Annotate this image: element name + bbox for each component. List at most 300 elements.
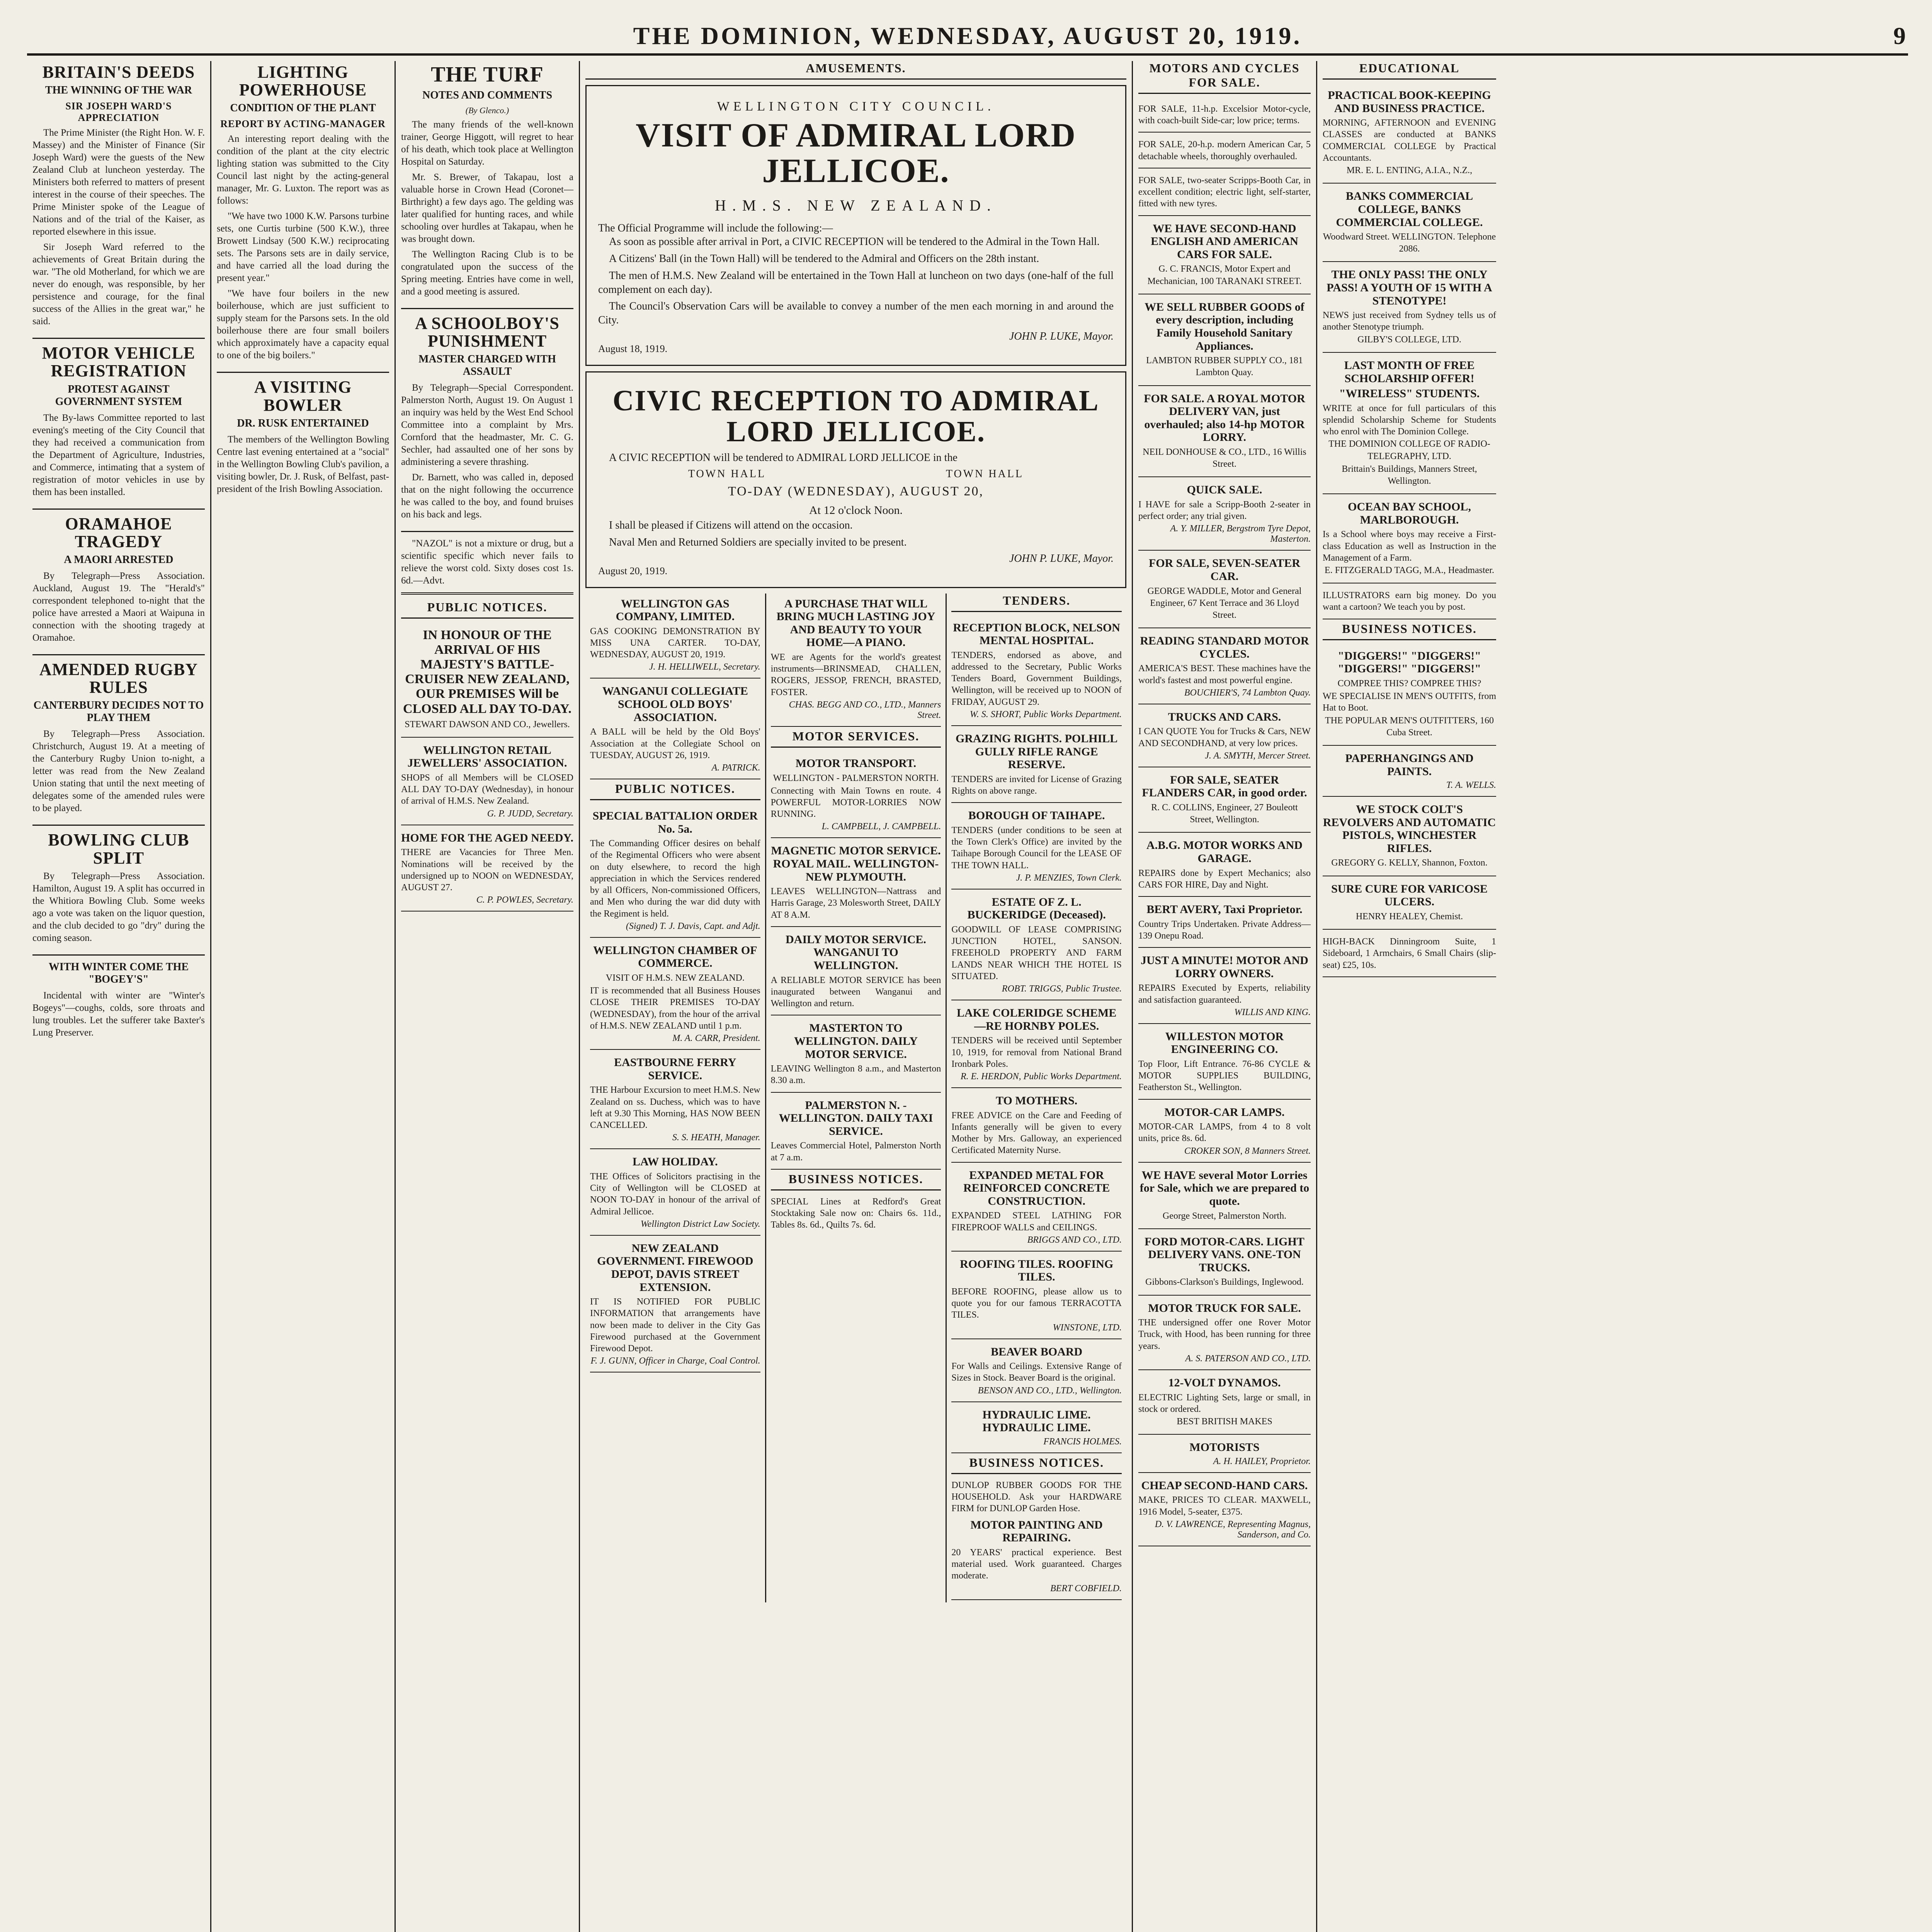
article-paragraph: Mr. S. Brewer, of Takapau, lost a valuable horse in Crown Head (Coronet—Birthright) a few days ago. The gelding was later qualified for hunting races, and while schooling over hurdles at Takapau, when he was brought down. (401, 172, 573, 244)
article-paragraph: Sir Joseph Ward referred to the achievements of Great Britain during the war. "The old Motherland, for which we are never do enough, was responsible, by her persistence and courage, for the final success of the Allies in the great war," he said. (32, 242, 205, 327)
ad-signature: BENSON AND CO., LTD., Wellington. (978, 1385, 1122, 1396)
ad-text: EXPANDED STEEL LATHING FOR FIREPROOF WALLS and CEILINGS. (951, 1211, 1122, 1233)
council-name: WELLINGTON CITY COUNCIL. (717, 99, 995, 114)
ad-text: Top Floor, Lift Entrance. 76-86 CYCLE & MOTOR SUPPLIES BUILDING, Featherston St., Wellington. (1138, 1059, 1311, 1093)
civic-date: August 20, 1919. (598, 565, 668, 577)
daily-ad (771, 929, 941, 1015)
ad-signature: CROKER SON, 8 Manners Street. (1184, 1146, 1311, 1156)
ship-name: H.M.S. NEW ZEALAND. (715, 196, 997, 214)
town-hall-left: TOWN HALL (688, 468, 766, 480)
ad-title: IN HONOUR OF THE ARRIVAL OF HIS MAJESTY'S BATTLE-CRUISER NEW ZEALAND, OUR PREMISES Will be CLOSED ALL DAY TO-DAY. (403, 628, 571, 716)
ad-title: WE HAVE SECOND-HAND ENGLISH AND AMERICAN CARS FOR SALE. (1151, 222, 1298, 261)
ad-signature: M. A. CARR, President. (672, 1033, 760, 1044)
masterton-ad (771, 1018, 941, 1092)
town-hall-right: TOWN HALL (946, 468, 1024, 480)
ad-text: TENDERS will be received until September 10, 1919, for removal from National Brand Ironbark Poles. (951, 1036, 1122, 1069)
ad-title: LAW HOLIDAY. (633, 1155, 718, 1168)
column-educational (1317, 61, 1502, 1932)
ad-subtitle: WELLINGTON - PALMERSTON NORTH. (773, 773, 939, 783)
ad-title: NEW ZEALAND GOVERNMENT. FIREWOOD DEPOT, DAVIS STREET EXTENSION. (597, 1242, 753, 1294)
ford-ad (1138, 1231, 1311, 1296)
avery-ad (1138, 899, 1311, 948)
ad-signature: A. S. PATERSON AND CO., LTD. (1185, 1353, 1311, 1364)
ad-text: BEFORE ROOFING, please allow us to quote you for our famous TERRACOTTA TILES. (951, 1286, 1122, 1320)
article-subheadline: PROTEST AGAINST GOVERNMENT SYSTEM (55, 383, 182, 408)
ad-title: A PURCHASE THAT WILL BRING MUCH LASTING JOY AND BEAUTY TO YOUR HOME—A PIANO. (776, 597, 935, 649)
ad-signature: GILBY'S COLLEGE, LTD. (1357, 334, 1461, 345)
ad-title: MAGNETIC MOTOR SERVICE. ROYAL MAIL. WELLINGTON-NEW PLYMOUTH. (771, 844, 941, 883)
programme-date: August 18, 1919. (598, 343, 668, 355)
bookkeeping-ad (1323, 85, 1496, 184)
article-headline: AMENDED RUGBY RULES (39, 660, 198, 697)
scholarship-ad (1323, 355, 1496, 494)
dunlop-text: DUNLOP RUBBER GOODS FOR THE HOUSEHOLD. Ask your HARDWARE FIRM for DUNLOP Garden Hose. (951, 1480, 1122, 1514)
chamber-ad (590, 940, 760, 1050)
ad-text: A BALL will be held by the Old Boys' Association at the Collegiate School on TUESDAY, AUGUST 26, 1919. (590, 727, 760, 760)
programme-intro: The Official Programme will include the following:— (598, 222, 833, 234)
article-kicker: SIR JOSEPH WARD'S APPRECIATION (65, 100, 172, 124)
ad-text: WE are Agents for the world's greatest instruments—BRINSMEAD, CHALLEN, ROGERS, JESSOP, FRENCH, BRASTED, FOSTER. (770, 652, 941, 697)
ad-title: WANGANUI COLLEGIATE SCHOOL OLD BOYS' ASSOCIATION. (602, 685, 748, 724)
educational-heading: EDUCATIONAL (1323, 61, 1496, 80)
ad-title: BANKS COMMERCIAL COLLEGE, BANKS COMMERCIAL COLLEGE. (1336, 190, 1483, 229)
expanded-ad (951, 1165, 1122, 1252)
ad-title: LAST MONTH OF FREE SCHOLARSHIP OFFER! (1344, 359, 1475, 385)
ad-title: PALMERSTON N. - WELLINGTON. DAILY TAXI SERVICE. (779, 1099, 933, 1138)
ad-signature: S. S. HEATH, Manager. (672, 1133, 760, 1143)
ad-title: MOTOR PAINTING AND REPAIRING. (970, 1518, 1103, 1544)
ad-text: MORNING, AFTERNOON and EVENING CLASSES are conducted at BANKS COMMERCIAL COLLEGE by Practical Accountants. (1323, 118, 1496, 163)
business-notices-heading: BUSINESS NOTICES. (1323, 622, 1496, 640)
ad-text: THE undersigned offer one Rover Motor Truck, with Hood, has been running for three years. (1138, 1318, 1311, 1351)
ad-signature: NEIL DONHOUSE & CO., LTD., 16 Willis Street. (1143, 447, 1306, 469)
honour-notice (401, 624, 573, 738)
civic-note: I shall be pleased if Citizens will attend on the occasion. (609, 519, 853, 532)
minute-ad (1138, 950, 1311, 1024)
ad-title: QUICK SALE. (1187, 483, 1262, 497)
sale-ad (1138, 99, 1311, 133)
ad-title: WE SELL RUBBER GOODS of every description, including Family Household Sanitary Appliances. (1145, 300, 1304, 352)
ad-text: GAS COOKING DEMONSTRATION BY MISS UNA CARTER. TO-DAY, WEDNESDAY, AUGUST 20, 1919. (590, 626, 760, 660)
ad-signature: R. E. HERDON, Public Works Department. (960, 1071, 1122, 1082)
ad-text: THERE are Vacancies for Three Men. Nominations will be received by the undersigned up to NOON on WEDNESDAY, AUGUST 27. (401, 847, 573, 893)
ad-signature: R. C. COLLINS, Engineer, 27 Bouleott Street, Wellington. (1151, 803, 1298, 825)
subcolumn-left (585, 594, 766, 1602)
article-headline: WITH WINTER COME THE "BOGEY'S" (48, 961, 189, 985)
article-paragraph: Dr. Barnett, who was called in, deposed that on the night following the occurrence he was called to the boy, and found bruises on his back and legs. (401, 472, 573, 520)
ad-title: BEAVER BOARD (991, 1345, 1083, 1358)
publication-line: THE DOMINION, WEDNESDAY, AUGUST 20, 1919. (633, 22, 1302, 49)
ad-signature: GEORGE WADDLE, Motor and General Engineer, 67 Kent Terrace and 36 Lloyd Street. (1147, 586, 1302, 620)
ad-text: TENDERS, endorsed as above, and addressed to the Secretary, Public Works Tenders Board, Government Buildings, Wellington, will be received up to NOON of FRIDAY, AUGUST 29. (951, 650, 1122, 707)
ad-signature: D. V. LAWRENCE, Representing Magnus, Sanderson, and Co. (1155, 1519, 1311, 1540)
article-paragraph: By Telegraph—Press Association. Hamilton, August 19. A split has occurred in the Whitiora Bowling Club. Some weeks ago a vote was taken on the liquor question, and the club decided to go "dry" during the coming season. (32, 871, 205, 943)
banks-college-ad (1323, 186, 1496, 262)
britain-article (32, 63, 205, 328)
ad-title: MOTORISTS (1189, 1441, 1260, 1454)
ferry-ad (590, 1052, 760, 1149)
diggers-ad (1323, 646, 1496, 746)
ad-subtitle: "WIRELESS" STUDENTS. (1339, 387, 1480, 400)
masthead (27, 0, 1908, 56)
ad-title: FOR SALE. A ROYAL MOTOR DELIVERY VAN, just overhauled; also 14-hp MOTOR LORRY. (1144, 392, 1305, 444)
civic-date-line: TO-DAY (WEDNESDAY), AUGUST 20, (728, 484, 984, 499)
flanders-ad (1138, 770, 1311, 833)
ad-signature: J. P. MENZIES, Town Clerk. (1016, 872, 1122, 883)
article-subheadline: DR. RUSK ENTERTAINED (237, 417, 369, 429)
ad-text: NEWS just received from Sydney tells us of another Stenotype triumph. (1323, 310, 1496, 332)
ad-title: BOROUGH OF TAIHAPE. (968, 809, 1105, 822)
rugby-article (32, 661, 205, 815)
beaver-ad (951, 1342, 1122, 1402)
ad-title: HOME FOR THE AGED NEEDY. (401, 831, 573, 844)
business-text: SPECIAL Lines at Redford's Great Stocktaking Sale now on: Chairs 6s. 11d., Tables 8s. 6d., Quilts 7s. 6d. (770, 1196, 941, 1230)
wanganui-ad (590, 681, 760, 779)
lime-ad (951, 1405, 1122, 1453)
civic-reception-ad (585, 371, 1126, 588)
ad-text: FOR SALE, 20-h.p. modern American Car, 5 detachable wheels, thoroughly overhauled. (1138, 139, 1311, 162)
ad-text: I HAVE for sale a Scripp-Booth 2-seater in perfect order; any trial given. (1138, 499, 1311, 522)
article-paragraph: By Telegraph—Special Correspondent. Palmerston North, August 19. On August 1 an inquiry was held by the West End School Committee into a complaint by Mrs. Cornford that the headmaster, Mr. C. G. Sechler, had assaulted one of her sons by administering a severe thrashing. (401, 383, 573, 468)
column-1 (27, 61, 211, 1932)
ad-title: MOTOR TRANSPORT. (795, 757, 917, 770)
article-headline: MOTOR VEHICLE REGISTRATION (42, 344, 196, 381)
law-ad (590, 1151, 760, 1236)
ad-title: FOR SALE, SEATER FLANDERS CAR, in good order. (1142, 773, 1307, 799)
ad-title: THE ONLY PASS! THE ONLY PASS! A YOUTH OF 15 WITH A STENOTYPE! (1327, 268, 1492, 307)
colt-ad (1323, 799, 1496, 876)
ad-title: 12-VOLT DYNAMOS. (1168, 1376, 1281, 1389)
article-subheadline: CONDITION OF THE PLANT (230, 102, 376, 114)
programme-item: A Citizens' Ball (in the Town Hall) will be tendered to the Admiral and Officers on the 28th instant. (609, 252, 1039, 265)
ad-title: WILLESTON MOTOR ENGINEERING CO. (1165, 1030, 1284, 1056)
ad-signature: G. P. JUDD, Secretary. (487, 808, 573, 819)
ad-text: WE SPECIALISE IN MEN'S OUTFITS, from Hat to Boot. (1323, 691, 1496, 713)
jellicoe-visit-ad (585, 85, 1126, 366)
ad-title: BERT AVERY, Taxi Proprietor. (1146, 903, 1303, 916)
taxi-ad (771, 1095, 941, 1170)
roofing-ad (951, 1254, 1122, 1339)
ad-signature: Woodward Street. WELLINGTON. Telephone 2086. (1323, 232, 1496, 254)
article-headline: LIGHTING POWERHOUSE (239, 63, 367, 100)
business-notices-heading: BUSINESS NOTICES. (951, 1456, 1122, 1474)
ad-signature: J. A. SMYTH, Mercer Street. (1205, 750, 1311, 761)
article-paragraph: The Prime Minister (the Right Hon. W. F. Massey) and the Minister of Finance (Sir Joseph Ward) were the guests of the New Zealand Club at luncheon yesterday. The Ministers both referred to matters of present interest in the course of their speeches. The Prime Minister spoke of the League of Nations and of the trial of the Kaiser, as reported elsewhere in this issue. (32, 128, 205, 237)
civic-title: CIVIC RECEPTION TO ADMIRAL LORD JELLICOE. (612, 384, 1099, 448)
ad-text: AMERICA'S BEST. These machines have the world's fastest and most powerful engine. (1138, 663, 1311, 685)
jewellers-notice (401, 740, 573, 825)
ad-title: WELLINGTON RETAIL JEWELLERS' ASSOCIATION. (407, 743, 567, 770)
ad-text: IT is recommended that all Business Houses CLOSE THEIR PREMISES TO-DAY (WEDNESDAY), from the hour of the arrival of H.M.S. NEW ZEALAND until 1 p.m. (590, 986, 760, 1031)
article-paragraph: "We have four boilers in the new boilerhouse, which are just sufficient to supply steam for the Parsons sets. In the old boilerhouse there are four small boilers which approximately have a capacity equal to one of the big boilers." (217, 288, 389, 361)
ad-title: PAPERHANGINGS AND PAINTS. (1345, 752, 1474, 778)
programme-item: The men of H.M.S. New Zealand will be entertained in the Town Hall at luncheon on two days (one-half of the full complement on each day). (598, 269, 1114, 296)
ad-signature: E. FITZGERALD TAGG, M.A., Headmaster. (1325, 565, 1494, 576)
ad-title: HYDRAULIC LIME. HYDRAULIC LIME. (982, 1408, 1091, 1434)
ad-title: A.B.G. MOTOR WORKS AND GARAGE. (1146, 839, 1303, 865)
buckeridge-ad (951, 892, 1122, 1000)
ad-text: TENDERS (under conditions to be seen at the Town Clerk's Office) are invited by the Taihape Borough Council for the LEASE OF THE TOWN HALL. (951, 825, 1122, 871)
motor-registration-article (32, 344, 205, 498)
column-motors (1133, 61, 1317, 1932)
subcolumn-middle (766, 594, 947, 1602)
ad-title: WELLINGTON GAS COMPANY, LIMITED. (616, 597, 735, 623)
ad-title: ESTATE OF Z. L. BUCKERIDGE (Deceased). (967, 895, 1106, 922)
oramahoe-article (32, 515, 205, 644)
column-3 (396, 61, 580, 1932)
visit-title: VISIT OF ADMIRAL LORD JELLICOE. (636, 117, 1076, 190)
ad-signature: A. PATRICK. (711, 762, 760, 773)
article-paragraph: The By-laws Committee reported to last evening's meeting of the City Council that they had received a communication from the Department of Agriculture, Industries, and Commerce, intimating that a system of registration of motor vehicles in use by them has been installed. (32, 412, 205, 497)
ad-text: REPAIRS Executed by Experts, reliability and satisfaction guaranteed. (1138, 983, 1311, 1005)
article-kicker: REPORT BY ACTING-MANAGER (220, 118, 386, 130)
lake-ad (951, 1003, 1122, 1088)
programme-item: As soon as possible after arrival in Port, a CIVIC RECEPTION will be tendered to the Admiral in the Town Hall. (609, 236, 1100, 248)
ad-signature: A. H. HAILEY, Proprietor. (1213, 1456, 1311, 1466)
ad-text: GOODWILL OF LEASE COMPRISING JUNCTION HOTEL, SANSON. FREEHOLD PROPERTY AND FARM LANDS NEAR WHICH THE HOTEL IS SITUATED. (951, 924, 1122, 981)
mothers-ad (951, 1090, 1122, 1163)
civic-signature: JOHN P. LUKE, Mayor. (1009, 552, 1114, 565)
article-subheadline: CANTERBURY DECIDES NOT TO PLAY THEM (33, 699, 204, 724)
ad-title: CHEAP SECOND-HAND CARS. (1141, 1479, 1308, 1492)
ad-title: ROOFING TILES. ROOFING TILES. (960, 1257, 1114, 1284)
article-paragraph: The many friends of the well-known trainer, George Higgott, will regret to hear of his death, which took place at Wellington Hospital on Saturday. (401, 119, 573, 167)
ad-signature: Wellington District Law Society. (640, 1219, 760, 1229)
battalion-ad (590, 806, 760, 938)
article-paragraph: The members of the Wellington Bowling Centre last evening entertained at a "social" in the Wellington Bowling Club's pavilion, a visiting bowler, Dr. J. Rusk, of Belfast, past-president of the Irish Bowling Association. (217, 434, 389, 494)
trucks-ad (1138, 707, 1311, 767)
williston-ad (1138, 1026, 1311, 1100)
ad-signature: C. P. POWLES, Secretary. (476, 895, 573, 905)
article-paragraph: By Telegraph—Press Association. Christchurch, August 19. At a meeting of the Canterbury Rugby Union to-night, a letter was read from the New Zealand Union stating that until the next meeting of delegates some of the amended rules were to be played. (32, 729, 205, 814)
ad-text: THE Harbour Excursion to meet H.M.S. New Zealand on ss. Duchess, which was to have left at 9.30 This Morning, HAS NOW BEEN CANCELLED. (590, 1085, 760, 1130)
ad-title: GRAZING RIGHTS. POLHILL GULLY RIFLE RANGE RESERVE. (956, 732, 1118, 771)
ad-signature: THE POPULAR MEN'S OUTFITTERS, 160 Cuba Street. (1325, 715, 1494, 738)
sale-ad (1138, 171, 1311, 216)
ad-signature: MR. E. L. ENTING, A.I.A., N.Z., (1346, 165, 1473, 176)
illustrators-ad (1323, 586, 1496, 619)
ad-text: LEAVING Wellington 8 a.m., and Masterton 8.30 a.m. (770, 1064, 941, 1086)
article-headline: BOWLING CLUB SPLIT (48, 830, 189, 867)
ad-signature: HENRY HEALEY, Chemist. (1355, 911, 1463, 922)
seven-seater-ad (1138, 553, 1311, 628)
schoolboy-article (401, 315, 573, 521)
gas-ad (590, 594, 760, 679)
ad-signature: GREGORY G. KELLY, Shannon, Foxton. (1331, 858, 1488, 868)
ad-signature: (Signed) T. J. Davis, Capt. and Adjt. (626, 921, 760, 931)
grazing-ad (951, 728, 1122, 803)
ad-signature: Brittain's Buildings, Manners Street, Wellington. (1342, 464, 1477, 486)
sale-ad (1138, 135, 1311, 168)
ad-signature: W. S. SHORT, Public Works Department. (969, 709, 1122, 719)
ad-signature: L. CAMPBELL, J. CAMPBELL. (821, 821, 941, 832)
ad-title: MASTERTON TO WELLINGTON. DAILY MOTOR SERVICE. (794, 1022, 918, 1061)
piano-ad (771, 594, 941, 727)
ad-text: REPAIRS done by Expert Mechanics; also CARS FOR HIRE, Day and Night. (1138, 868, 1311, 890)
magnetic-ad (771, 840, 941, 927)
ad-signature: G. C. FRANCIS, Motor Expert and Mechanician, 100 TARANAKI STREET. (1147, 264, 1302, 286)
ad-signature: J. H. HELLIWELL, Secretary. (649, 662, 760, 672)
ad-text: 20 YEARS' practical experience. Best material used. Work guaranteed. Charges moderate. (951, 1547, 1122, 1581)
ad-signature: F. J. GUNN, Officer in Charge, Coal Control. (590, 1356, 760, 1366)
motor-services-heading: MOTOR SERVICES. (771, 729, 941, 748)
motorists-ad (1138, 1437, 1311, 1473)
article-paragraph: Incidental with winter are "Winter's Bogeys"—coughs, colds, sore throats and lung troubles. Let the sufferer take Baxter's Lung Preserver. (32, 990, 205, 1038)
ad-title: DAILY MOTOR SERVICE. WANGANUI TO WELLINGTON. (786, 933, 926, 972)
ad-signature: BRIGGS AND CO., LTD. (1027, 1235, 1122, 1245)
ad-title: WE STOCK COLT'S REVOLVERS AND AUTOMATIC PISTOLS, WINCHESTER RIFLES. (1323, 803, 1496, 855)
page-columns (27, 61, 1908, 1932)
winter-ad (32, 961, 205, 1039)
ad-title: RECEPTION BLOCK, NELSON MENTAL HOSPITAL. (953, 621, 1120, 647)
ad-title: READING STANDARD MOTOR CYCLES. (1140, 634, 1309, 660)
ad-subtitle: VISIT OF H.M.S. NEW ZEALAND. (605, 973, 745, 983)
dynamo-ad (1138, 1372, 1311, 1435)
ad-title: SPECIAL BATTALION ORDER No. 5a. (592, 809, 758, 835)
ad-title: SURE CURE FOR VARICOSE ULCERS. (1331, 882, 1488, 908)
ad-text: WRITE at once for full particulars of this splendid Scholarship Scheme for Students who enrol with The Dominion College. (1323, 403, 1496, 437)
ad-title: OCEAN BAY SCHOOL, MARLBOROUGH. (1348, 500, 1471, 526)
nazol-ad: "NAZOL" is not a mixture or drug, but a scientific specific which never fails to relieve the worst cold. Sixty doses cost 1s. 6d.—Advt. (401, 538, 573, 586)
ad-text: Is a School where boys may receive a First-class Education as well as Instruction in the Management of a Farm. (1323, 529, 1496, 563)
ad-text: MAKE, PRICES TO CLEAR. MAXWELL, 1916 Model, 5-seater, £375. (1138, 1495, 1311, 1517)
cheap-cars-ad (1138, 1475, 1311, 1546)
ad-text: ELECTRIC Lighting Sets, large or small, in stock or ordered. (1138, 1392, 1311, 1414)
article-subheadline: NOTES AND COMMENTS (422, 89, 553, 101)
ad-signature: FRANCIS HOLMES. (1043, 1436, 1122, 1447)
page-number: 9 (1893, 22, 1908, 49)
ad-title: EXPANDED METAL FOR REINFORCED CONCRETE CONSTRUCTION. (963, 1168, 1110, 1208)
ad-text: FOR SALE, 11-h.p. Excelsior Motor-cycle, with coach-built Side-car; low price; terms. (1138, 104, 1311, 126)
ad-text: The Commanding Officer desires on behalf of the Regimental Officers who were absent on duty elsewhere, to record the high appreciation in which the Services rendered by all Officers, Non-commissioned Officers, and Men who during the war did duty with the Regiment is held. (590, 838, 760, 919)
subcolumn-right (947, 594, 1126, 1602)
firewood-ad (590, 1238, 760, 1373)
stenotype-ad (1323, 264, 1496, 352)
programme-signature: JOHN P. LUKE, Mayor. (1009, 330, 1114, 343)
article-paragraph: "We have two 1000 K.W. Parsons turbine sets, one Curtis turbine (500 K.W.), three Browett Lindsay (500 K.W.) reciprocating sets. The Parsons sets are in daily service, and have carried all the load during the present year." (217, 211, 389, 284)
ad-text: A RELIABLE MOTOR SERVICE has been inaugurated between Wanganui and Wellington and return. (770, 975, 941, 1009)
public-notices-heading: PUBLIC NOTICES. (590, 782, 760, 800)
ad-text: ILLUSTRATORS earn big money. Do you want a cartoon? We teach you by post. (1323, 590, 1496, 612)
reading-ad (1138, 631, 1311, 704)
ad-text: THE Offices of Solicitors practising in the City of Wellington will be CLOSED at NOON TO-DAY in honour of the arrival of Admiral Jellicoe. (590, 1171, 760, 1217)
column-2 (211, 61, 396, 1932)
ad-title: FORD MOTOR-CARS. LIGHT DELIVERY VANS. ONE-TON TRUCKS. (1145, 1235, 1304, 1274)
amusements-subcolumns (585, 594, 1126, 1602)
public-notices-heading: PUBLIC NOTICES. (401, 600, 573, 619)
taihape-ad (951, 805, 1122, 889)
lighting-article (217, 63, 389, 362)
article-paragraph: An interesting report dealing with the condition of the plant at the city electric lighting station was submitted to the City Council last night by the acting-general manager, Mr. G. Luxton. The report was as follows: (217, 134, 389, 206)
lamps-ad (1138, 1102, 1311, 1163)
ocean-bay-ad (1323, 497, 1496, 583)
ad-text: HIGH-BACK Dinningroom Suite, 1 Sideboard, 1 Armchairs, 6 Small Chairs (slip-seat) £25, 10s. (1323, 937, 1496, 970)
ad-signature: BERT COBFIELD. (1050, 1583, 1122, 1594)
painting-ad (951, 1515, 1122, 1600)
ad-title: FOR SALE, SEVEN-SEATER CAR. (1148, 557, 1301, 583)
ad-signature: WILLIS AND KING. (1234, 1007, 1311, 1017)
secondhand-ad (1138, 218, 1311, 294)
ad-title: TRUCKS AND CARS. (1168, 710, 1281, 723)
bowler-article (217, 378, 389, 495)
paperhangings-ad (1323, 748, 1496, 797)
business-notices-heading: BUSINESS NOTICES. (771, 1172, 941, 1190)
bowling-article (32, 831, 205, 944)
civic-text: A CIVIC RECEPTION will be tendered to ADMIRAL LORD JELLICOE in the (609, 452, 957, 464)
college-name: THE DOMINION COLLEGE OF RADIO-TELEGRAPHY, LTD. (1328, 439, 1490, 461)
ad-text: For Walls and Ceilings. Extensive Range of Sizes in Stock. Beaver Board is the original. (951, 1361, 1122, 1383)
rubber-ad (1138, 297, 1311, 386)
article-headline: A VISITING BOWLER (254, 378, 352, 415)
article-headline: THE TURF (431, 63, 544, 87)
ad-title: PRACTICAL BOOK-KEEPING AND BUSINESS PRACTICE. (1328, 89, 1491, 115)
ad-text: IT IS NOTIFIED FOR PUBLIC INFORMATION that arrangements have now been made to deliver in the City Gas Firewood purchased at the Government Firewood Depot. (590, 1297, 760, 1354)
ad-title: MOTOR-CAR LAMPS. (1164, 1105, 1285, 1119)
ad-text: TENDERS are invited for License of Grazing Rights on above range. (951, 774, 1122, 796)
ad-text: LEAVES WELLINGTON—Nattrass and Harris Garage, 23 Molesworth Street, DAILY AT 8 A.M. (770, 886, 941, 920)
ad-subtitle: COMPREE THIS? COMPREE THIS? (1337, 678, 1481, 689)
ad-title: LAKE COLERIDGE SCHEME—RE HORNBY POLES. (956, 1007, 1117, 1032)
ad-text: I CAN QUOTE You for Trucks & Cars, NEW AND SECONDHAND, at very low prices. (1138, 726, 1311, 748)
ad-text: SHOPS of all Members will be CLOSED ALL DAY TO-DAY (Wednesday), in honour of arrival of H.M.S. New Zealand. (401, 773, 573, 806)
civic-time: At 12 o'clock Noon. (809, 504, 903, 517)
ad-title: TO MOTHERS. (996, 1094, 1078, 1107)
furniture-ad (1323, 932, 1496, 977)
amusements-section (580, 61, 1133, 1932)
article-subheadline: A MAORI ARRESTED (64, 553, 173, 566)
lorries-ad (1138, 1165, 1311, 1229)
ad-title: MOTOR TRUCK FOR SALE. (1148, 1301, 1301, 1315)
tenders-heading: TENDERS. (951, 594, 1122, 612)
programme-item: The Council's Observation Cars will be available to convey a number of the men each morning in and around the City. (598, 300, 1114, 327)
article-paragraph: By Telegraph—Press Association. Auckland, August 19. The "Herald's" correspondent telephoned to-night that the police have arrested a Maori at Waipuna in connection with the shooting tragedy at Oramahoe. (32, 570, 205, 643)
quick-sale-ad (1138, 480, 1311, 551)
amusements-heading: AMUSEMENTS. (585, 61, 1126, 80)
ad-title: WELLINGTON CHAMBER OF COMMERCE. (593, 944, 757, 970)
transport-ad (771, 753, 941, 838)
varicose-ad (1323, 879, 1496, 930)
article-headline: ORAMAHOE TRAGEDY (65, 514, 172, 551)
ad-signature: Gibbons-Clarkson's Buildings, Inglewood. (1145, 1277, 1304, 1287)
ad-signature: LAMBTON RUBBER SUPPLY CO., 181 Lambton Quay. (1146, 355, 1303, 378)
article-subheadline: THE WINNING OF THE WAR (45, 84, 192, 97)
ad-text: FOR SALE, two-seater Scripps-Booth Car, in excellent condition; electric light, self-starter, fitted with new tyres. (1138, 175, 1311, 209)
ad-signature: T. A. WELLS. (1446, 780, 1496, 791)
ad-text: Country Trips Undertaken. Private Address—139 Onepu Road. (1138, 919, 1311, 941)
article-headline: BRITAIN'S DEEDS (42, 63, 195, 82)
ad-text: FREE ADVICE on the Care and Feeding of Infants generally will be given to every Mother by Mrs. Galloway, an experienced Certificated Maternity Nurse. (951, 1110, 1122, 1156)
article-headline: A SCHOOLBOY'S PUNISHMENT (415, 313, 560, 350)
turf-article (401, 63, 573, 298)
motors-heading: MOTORS AND CYCLES FOR SALE. (1138, 61, 1311, 94)
aged-notice (401, 828, 573, 912)
ad-text: Connecting with Main Towns en route. 4 POWERFUL MOTOR-LORRIES NOW RUNNING. (770, 786, 941, 820)
ad-text: MOTOR-CAR LAMPS, from 4 to 8 volt units, price 8s. 6d. (1138, 1122, 1311, 1144)
ad-title: EASTBOURNE FERRY SERVICE. (614, 1056, 736, 1082)
ad-signature: George Street, Palmerston North. (1162, 1211, 1287, 1221)
royal-ad (1138, 388, 1311, 478)
reception-ad (951, 617, 1122, 726)
ad-signature: BOUCHIER'S, 74 Lambton Quay. (1184, 687, 1311, 698)
ad-signature: STEWART DAWSON AND CO., Jewellers. (405, 719, 570, 730)
ad-title: WE HAVE several Motor Lorries for Sale, which we are prepared to quote. (1139, 1168, 1310, 1208)
ad-signature: WINSTONE, LTD. (1053, 1322, 1122, 1333)
abc-ad (1138, 835, 1311, 897)
article-paragraph: The Wellington Racing Club is to be congratulated upon the success of the Spring meeting. Entries have come in well, and a good meeting is assured. (401, 249, 573, 297)
ad-text: Leaves Commercial Hotel, Palmerston North at 7 a.m. (770, 1141, 941, 1163)
truck-sale-ad (1138, 1298, 1311, 1370)
ad-signature: A. Y. MILLER, Bergstrom Tyre Depot, Masterton. (1170, 524, 1311, 544)
